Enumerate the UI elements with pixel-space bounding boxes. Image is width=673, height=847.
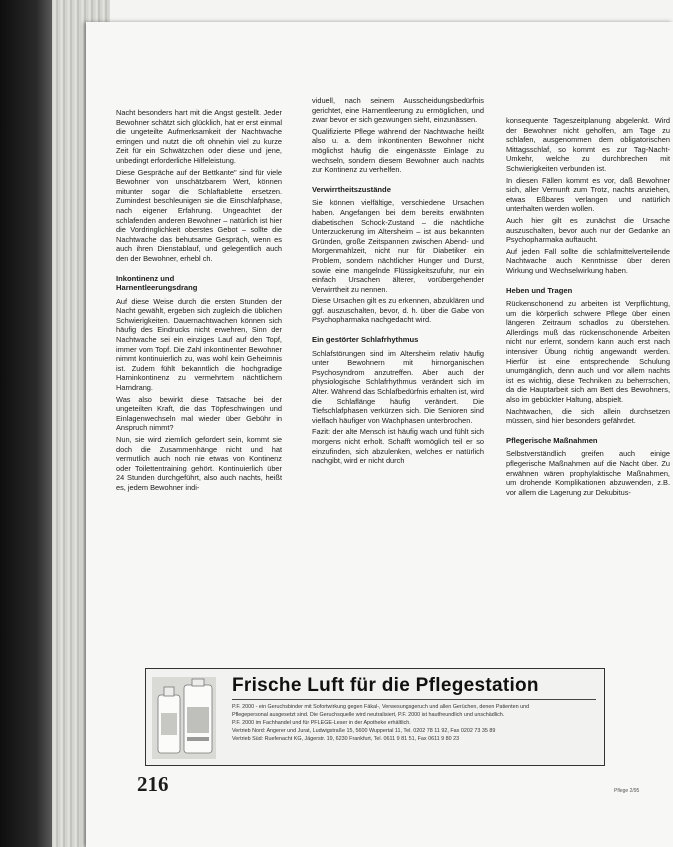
paragraph: Diese Ursachen gilt es zu erkennen, abzuklären und ggf. auszuschalten, bevor, d. h. über die Gabe von Psychopharmaka nachgedacht wird. (312, 296, 484, 325)
paragraph: Nun, sie wird ziemlich gefordert sein, kommt sie doch die Zusammenhänge nicht und hat vermutlich auch noch nie etwas von Kontinenz oder Toilettentraining gehört. Kontinuierlich über 24 Stunden durchgeführt, also auch nachts, heißt es, jedem Bewohner indi- (116, 435, 282, 492)
text-column-3 (506, 116, 670, 499)
paragraph: Qualifizierte Pflege während der Nachtwache heißt also u. a. dem inkontinenten Bewohner nicht möglichst häufig die eingenässte Einlage zu wechseln, sondern diesem Bewohner auch nachts zur Kontinenz zu verhelfen. (312, 126, 484, 175)
paragraph: Schlafstörungen sind im Altersheim relativ häufig unter Bewohnern mit hirnorganischen Psychosyndrom anzutreffen. Aber auch der physiologische Schlafrhythmus verändert sich im Alter. Während das Schlafbedürfnis erhalten ist, wird die Schlaflänge häufig verändert. Die Tiefschlafphasen verkürzen sich. Die Senioren sind vielfach häufiger von Wachphasen unterbrochen. (312, 348, 484, 425)
ad-line: P.F. 2000 im Fachhandel und für PFLEGE-Leser in der Apotheke erhältlich. (232, 720, 411, 726)
paragraph: In diesen Fällen kommt es vor, daß Bewohner sich, aller Vernunft zum Trotz, nachts anziehen, etwas Eßbares verlangen und natürlich unterhalten werden wollen. (506, 175, 670, 214)
paragraph: viduell, nach seinem Ausscheidungsbedürfnis gerichtet, eine Harnentleerung zu ermöglichen, und zwar bevor er sich gezwungen sieht, einzunässen. (312, 96, 484, 125)
paragraph: Nacht besonders hart mit die Angst gestellt. Jeder Bewohner schätzt sich glücklich, hat er erst einmal die ungeteilte Aufmerksamkeit der Nachtwache erringen und nutzt die oft ohnehin viel zu kurze Zeit für ein Schwätzchen oder diese und jene, unbedingt erforderliche Hilfeleistung. (116, 108, 282, 165)
paragraph: Nachtwachen, die sich allein durchsetzen müssen, sind hier besonders gefährdet. (506, 406, 670, 426)
advertisement-box (145, 668, 605, 766)
paragraph: Auf jeden Fall sollte die schlafmittelverteilende Nachtwache auch Kenntnisse über deren Wirkung und Wechselwirkung haben. (506, 246, 670, 275)
section-heading: Ein gestörter Schlafrhythmus (312, 335, 419, 345)
paragraph: Selbstverständlich greifen auch einige pflegerische Maßnahmen auf die Nacht über. Zu erwähnen wären prophylaktische Maßnahmen, um drohende Komplikationen abzuwenden, z.B. vor allem die Lagerung zur Dekubitus- (506, 449, 670, 497)
section-heading: Verwirrtheitszustände (312, 184, 391, 194)
paragraph: Rückenschonend zu arbeiten ist Verpflichtung, um die körperlich schwere Pflege über einen längeren Zeitraum schadlos zu überstehen. Allerdings muß das rückenschonende Arbeiten nicht nur erlernt, sondern kann auch erst nach intensiver Übung richtig angewandt werden. Hierfür ist eine entsprechende Schulung unumgänglich, denn auch und vor allem nachts ist es wichtig, diese Techniken zu beherrschen, da die Hauptarbeit sich am Bett des Bewohners, also im gebückter Haltung, abspielt. (506, 299, 670, 405)
ad-line: Vertrieb Nord: Angerer und Jurat, Ludwigstraße 15, 5600 Wuppertal 11, Tel. 0202 78 11 92, Fax 0202 73 35 89 (232, 728, 496, 734)
text-column-1 (116, 108, 282, 495)
ad-line: P.F. 2000 - ein Geruchsbinder mit Sofortwirkung gegen Fäkal-, Verwesungsgeruch und allen Gerüchen, denen Patienten und (232, 704, 530, 710)
paragraph: Fazit: der alte Mensch ist häufig wach und fühlt sich morgens nicht erholt. Schafft womöglich teil er so einzufinden, sich abzulenken, welches er natürlich nachgibt, wird er nicht durch (312, 427, 484, 466)
paragraph: Auf diese Weise durch die ersten Stunden der Nacht gewählt, ergeben sich zugleich die üblichen Schwierigkeiten. Dauernachtwachen können sich häufig des Eindrucks nicht erwehren, Sinn der Nachtwache sei ein einziges Lauf auf den Topf, immer vom Topf. Die Zahl inkontinenter Bewohner nimmt kontinuierlich zu, was wohl kein Geheimnis ist. Zudem fühlt bekanntlich die hochgradige Harninkontinenz zu vermehrtem nächtlichem Harndrang. (116, 296, 282, 393)
product-bottles-image (152, 677, 216, 759)
ad-headline: Frische Luft für die Pflegestation (232, 675, 539, 696)
heading-line: Harnentleerungsdrang (116, 283, 198, 293)
paragraph: Auch hier gilt es zunächst die Ursache auszuschalten, bevor auch nur der Gedanke an Psychopharmaka auftaucht. (506, 215, 670, 245)
section-heading (116, 274, 282, 293)
paragraph: Diese Gespräche auf der Bettkante" sind für viele Bewohner von unschätzbarem Wert, können mitunter sogar die Schlaftablette ersetzen. Zumindest beschleunigen sie die Einschlafphase, nach eigener Erfahrung. Ungeachtet der schlafenden anderen Bewohner – natürlich ist hier die Vordringlichkeit oberstes Gebot – sollte die Nachtwache das behutsame Gespräch, wenn es auch ihren Dienstablauf, und gelegentlich auch den der Bewohner, erhebl ch. (116, 167, 282, 263)
paragraph: Was also bewirkt diese Tatsache bei der ungeteilten Kraft, die das Töpfeschwingen und Einlagenwechseln mal wieder über Gebühr in Anspruch nimmt? (116, 394, 282, 433)
ad-line: Pflegepersonal ausgesetzt sind. Die Geruchsquelle wird neutralisiert, P.F. 2000 ist hautfreundlich und unschädlich. (232, 712, 505, 718)
ad-body-text (232, 703, 598, 743)
paragraph: Sie können vielfältige, verschiedene Ursachen haben. Angefangen bei dem bereits erwähnten diabetischen Schock-Zustand – die nächtliche Unterzuckerung im Altersheim – ist aus bekannten Gründen, große Zeitspannen zwischen Abend- und Morgenmahlzeit, nicht nur für Diabetiker ein Problem, sondern nächtlicher Hunger und Durst, sowie eine mangelnde Flüssigkeitszufuhr, nur ein einfach Ursachen älterer, vorübergehender Verwirrtheit zu nennen. (312, 198, 484, 294)
ad-line: Vertrieb Süd: Ruefenacht KG, Jägerstr. 19, 6230 Frankfurt, Tel. 0611 9 81 51, Fax 0611 9 80 23 (232, 736, 460, 742)
section-heading: Heben und Tragen (506, 285, 573, 295)
page-number: 216 (137, 772, 169, 796)
section-heading: Pflegerische Maßnahmen (506, 435, 598, 445)
ad-divider (232, 699, 596, 700)
paragraph: konsequente Tageszeitplanung abgelenkt. Wird der Bewohner nicht geholfen, am Tage zu schlafen, ausgenommen dem obligatorischen Mittagsschlaf, so kommt es zur Tag-Nacht-Umkehr, welche zu durchbrechen mit Schwierigkeiten verbunden ist. (506, 116, 670, 173)
book-spine-shadow (0, 0, 52, 847)
heading-line: Inkontinenz und (116, 273, 175, 283)
magazine-page (86, 22, 673, 847)
magazine-footer-mark: Pflege 2/95 (614, 788, 640, 794)
text-column-2 (312, 96, 484, 468)
